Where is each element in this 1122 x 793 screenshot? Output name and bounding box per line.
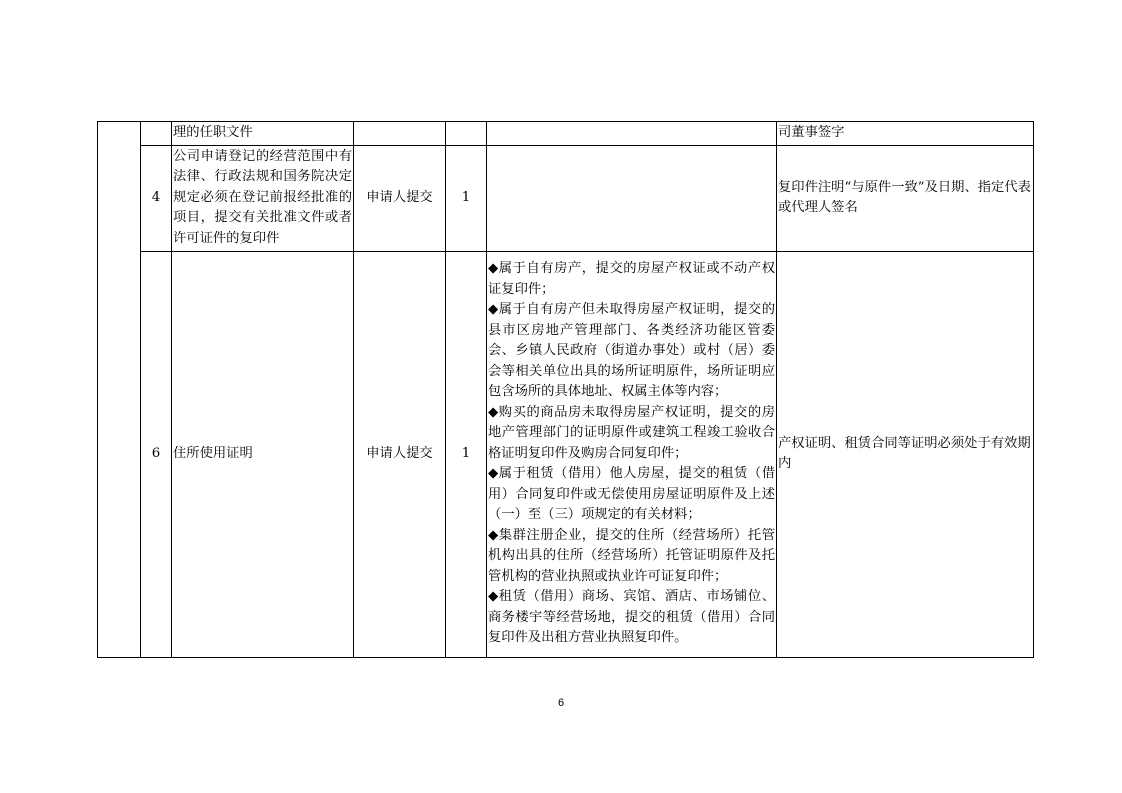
count-cell: 1 xyxy=(446,251,487,657)
source-cell xyxy=(354,122,446,146)
note-text: 产权证明、租赁合同等证明必须处于有效期内 xyxy=(778,435,1031,471)
note-text: 复印件注明“与原件一致”及日期、指定代表或代理人签名 xyxy=(778,179,1031,215)
material-name-cell xyxy=(172,251,354,657)
count-cell xyxy=(446,122,487,146)
requirement-item: ◆购买的商品房未取得房屋产权证明，提交的房地产管理部门的证明原件或建筑工程竣工验收合格证明复印件及购房合同复印件； xyxy=(488,404,775,461)
page-number: 6 xyxy=(557,697,565,709)
note-cell xyxy=(777,251,1034,657)
material-name: 公司申请登记的经营范围中有法律、行政法规和国务院决定规定必须在登记前报经批准的项目，提交有关批准文件或者许可证件的复印件 xyxy=(173,148,352,246)
requirement-item: ◆集群注册企业，提交的住所（经营场所）托管机构出具的住所（经营场所）托管证明原件及托管机构的营业执照或执业许可证复印件； xyxy=(488,527,775,584)
table-row xyxy=(98,251,1034,657)
table-row xyxy=(98,122,1034,146)
source-cell: 申请人提交 xyxy=(354,145,446,251)
requirement-item: ◆属于自有房产，提交的房屋产权证或不动产权证复印件； xyxy=(488,261,775,297)
row-number-cell xyxy=(141,122,172,146)
note-cell xyxy=(777,145,1034,251)
count-cell: 1 xyxy=(446,145,487,251)
requirements-cell xyxy=(487,145,777,251)
material-name: 住所使用证明 xyxy=(173,445,253,461)
material-name-cell xyxy=(172,145,354,251)
row-number-cell: 6 xyxy=(141,251,172,657)
note-text: 司董事签字 xyxy=(778,125,845,140)
requirement-item: ◆属于自有房产但未取得房屋产权证明，提交的县市区房地产管理部门、各类经济功能区管委会、乡镇人民政府（街道办事处）或村（居）委会等相关单位出具的场所证明原件，场所证明应包含场所的具体地址、权属主体等内容； xyxy=(488,302,775,400)
materials-table xyxy=(97,121,1034,658)
requirement-item: ◆租赁（借用）商场、宾馆、酒店、市场铺位、商务楼宇等经营场地，提交的租赁（借用）合同复印件及出租方营业执照复印件。 xyxy=(488,589,775,646)
material-name: 理的任职文件 xyxy=(173,125,253,140)
requirement-item: ◆属于租赁（借用）他人房屋，提交的租赁（借用）合同复印件或无偿使用房屋证明原件及上述（一）至（三）项规定的有关材料； xyxy=(488,466,775,523)
table-row xyxy=(98,145,1034,251)
category-cell xyxy=(98,122,141,658)
source-cell: 申请人提交 xyxy=(354,251,446,657)
note-cell xyxy=(777,122,1034,146)
requirements-cell xyxy=(487,251,777,657)
material-name-cell xyxy=(172,122,354,146)
row-number-cell: 4 xyxy=(141,145,172,251)
requirements-cell xyxy=(487,122,777,146)
